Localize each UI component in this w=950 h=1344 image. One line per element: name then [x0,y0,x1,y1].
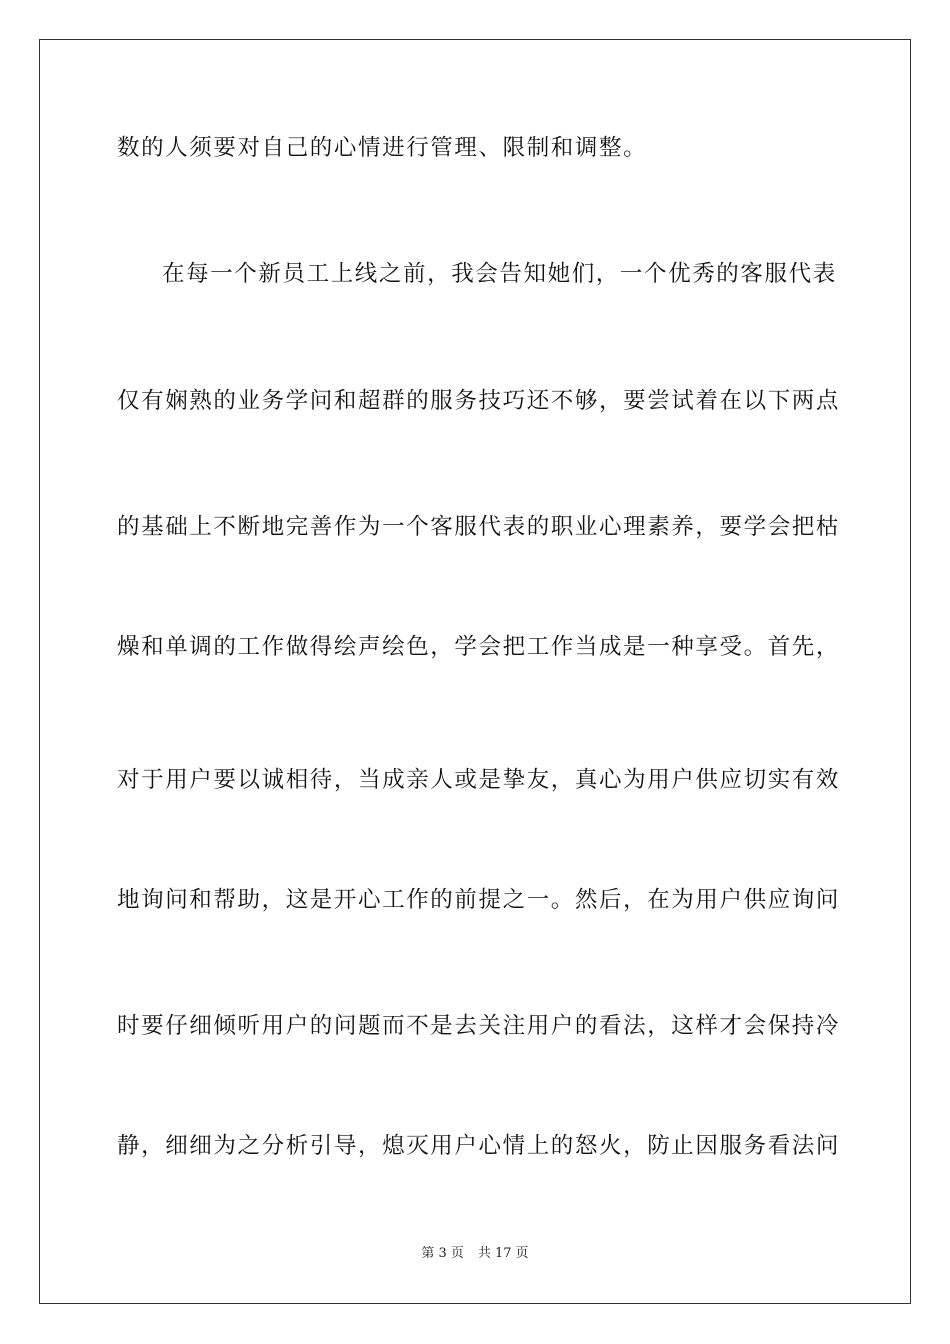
paragraph-line: 的基础上不断地完善作为一个客服代表的职业心理素养，要学会把枯 [117,514,841,540]
paragraph-line: 时要仔细倾听用户的问题而不是去关注用户的看法，这样才会保持冷 [117,1013,841,1039]
paragraph-line: 在每一个新员工上线之前，我会告知她们，一个优秀的客服代表 [162,261,837,287]
paragraph-line: 燥和单调的工作做得绘声绘色，学会把工作当成是一种享受。首先， [117,634,841,660]
total-pages: 共 17 页 [477,1246,529,1261]
paragraph-line: 地询问和帮助，这是开心工作的前提之一。然后，在为用户供应询问 [117,887,841,913]
page-frame [39,39,911,1304]
paragraph-line: 数的人须要对自己的心情进行管理、限制和调整。 [117,135,648,161]
paragraph-line: 静，细细为之分析引导，熄灭用户心情上的怒火，防止因服务看法问 [117,1133,841,1159]
page-footer [0,1245,950,1263]
paragraph-line: 仅有娴熟的业务学问和超群的服务技巧还不够，要尝试着在以下两点 [117,388,841,414]
paragraph-line: 对于用户要以诚相待，当成亲人或是挚友，真心为用户供应切实有效 [117,767,841,793]
page-number: 第 3 页 [421,1246,464,1261]
